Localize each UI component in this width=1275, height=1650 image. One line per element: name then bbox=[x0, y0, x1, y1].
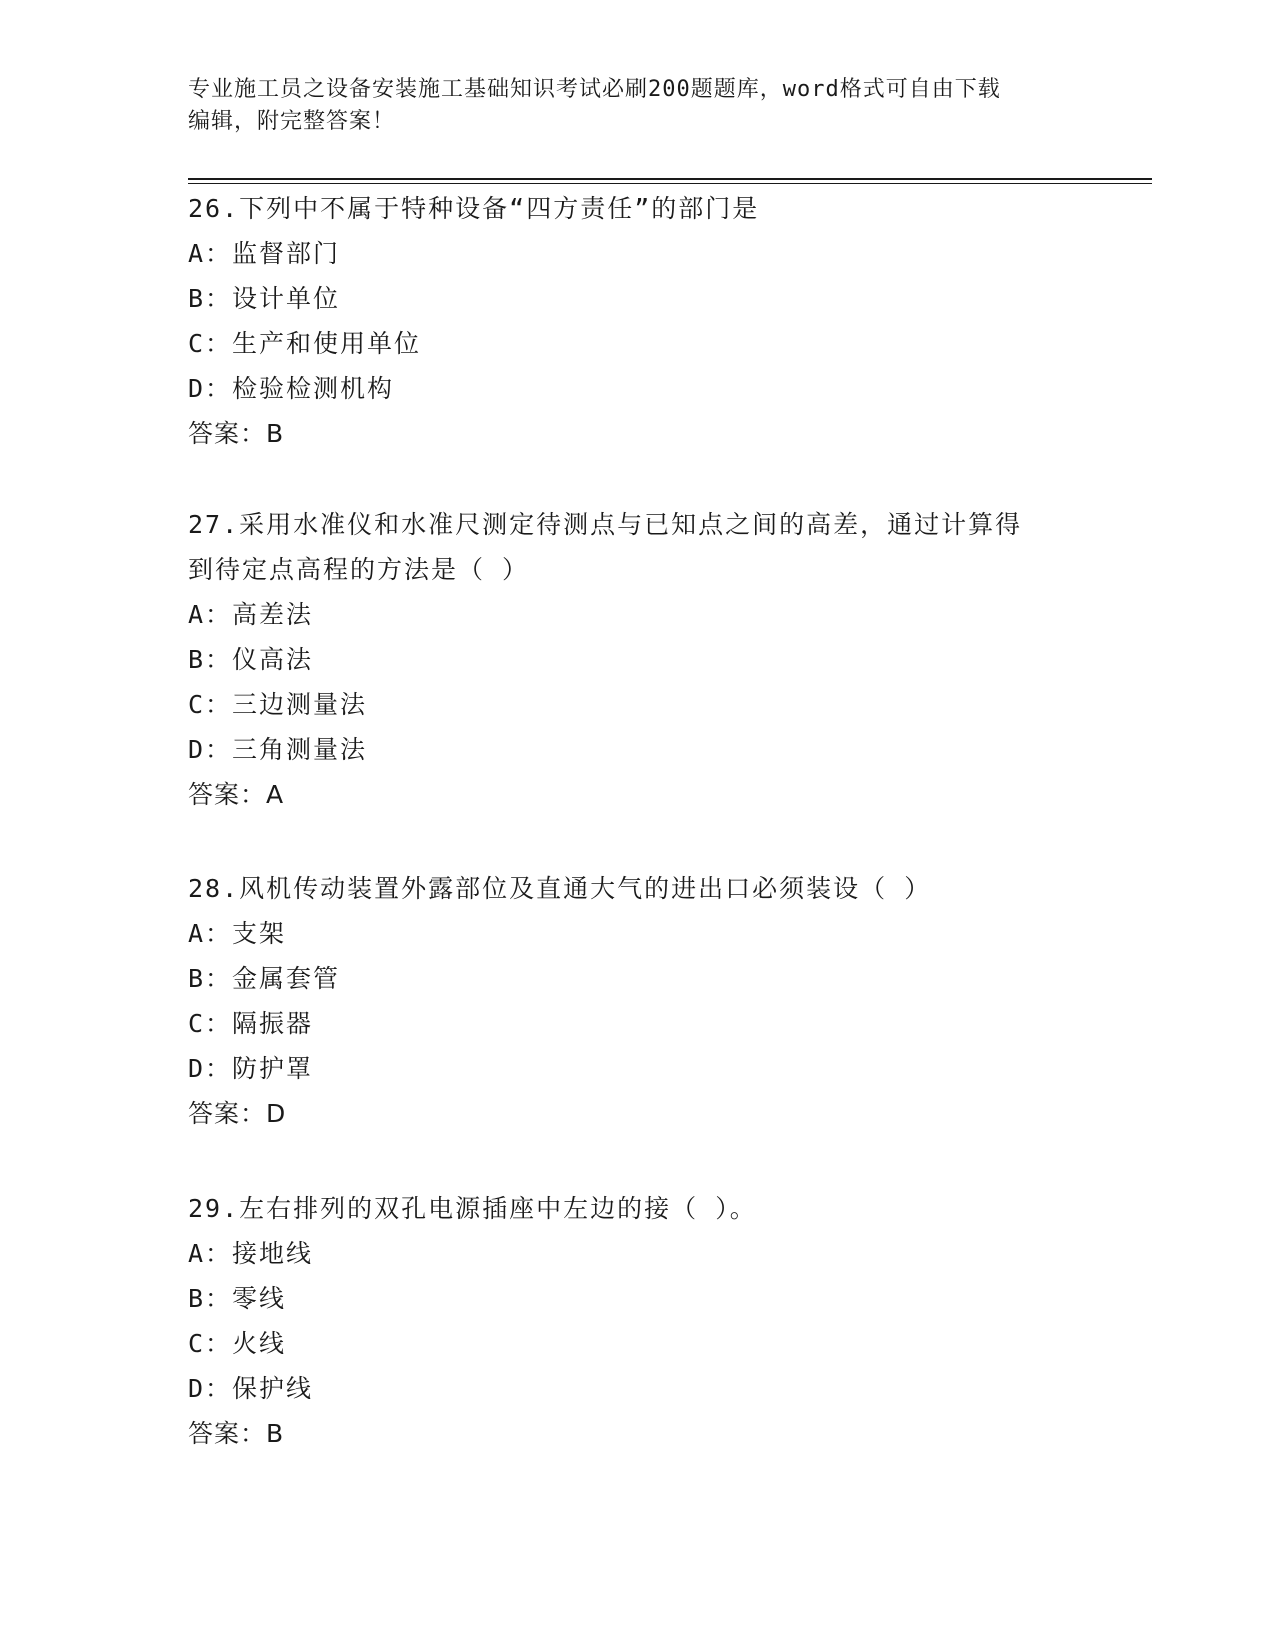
option-text: 防护罩 bbox=[232, 1054, 314, 1083]
answer-line: 答案：A bbox=[188, 780, 285, 809]
option-key: A： bbox=[188, 239, 233, 268]
option-key: C： bbox=[188, 1009, 233, 1038]
option-key: C： bbox=[188, 329, 233, 358]
option-c bbox=[188, 321, 1088, 366]
option-a bbox=[188, 911, 1088, 956]
option-text: 设计单位 bbox=[232, 284, 341, 313]
option-key: D： bbox=[188, 374, 233, 403]
option-c bbox=[188, 682, 1088, 727]
option-d bbox=[188, 366, 1088, 411]
option-c bbox=[188, 1321, 1088, 1366]
question-27 bbox=[188, 502, 1088, 817]
header-line-2: 编辑，附完整答案！ bbox=[188, 109, 396, 134]
option-text: 三边测量法 bbox=[232, 690, 368, 719]
option-key: C： bbox=[188, 690, 233, 719]
option-key: D： bbox=[188, 735, 233, 764]
option-text: 高差法 bbox=[232, 600, 314, 629]
option-key: D： bbox=[188, 1374, 233, 1403]
option-c bbox=[188, 1001, 1088, 1046]
option-text: 三角测量法 bbox=[232, 735, 368, 764]
option-text: 仪高法 bbox=[232, 645, 314, 674]
option-a bbox=[188, 231, 1088, 276]
question-stem: 29.左右排列的双孔电源插座中左边的接（ ）。 bbox=[188, 1194, 757, 1223]
option-key: D： bbox=[188, 1054, 233, 1083]
option-text: 零线 bbox=[232, 1284, 287, 1313]
question-stem: 26.下列中不属于特种设备“四方责任”的部门是 bbox=[188, 194, 760, 223]
answer-line: 答案：B bbox=[188, 419, 285, 448]
option-text: 支架 bbox=[232, 919, 287, 948]
option-b bbox=[188, 956, 1088, 1001]
option-text: 火线 bbox=[232, 1329, 287, 1358]
question-stem-line-2: 到待定点高程的方法是（ ） bbox=[188, 555, 530, 584]
option-key: A： bbox=[188, 1239, 233, 1268]
option-text: 金属套管 bbox=[232, 964, 341, 993]
question-29 bbox=[188, 1186, 1088, 1456]
option-text: 监督部门 bbox=[232, 239, 341, 268]
option-a bbox=[188, 592, 1088, 637]
answer-line: 答案：B bbox=[188, 1419, 285, 1448]
option-d bbox=[188, 1366, 1088, 1411]
option-text: 接地线 bbox=[232, 1239, 314, 1268]
option-key: A： bbox=[188, 919, 233, 948]
option-key: B： bbox=[188, 645, 233, 674]
option-key: C： bbox=[188, 1329, 233, 1358]
option-text: 生产和使用单位 bbox=[232, 329, 422, 358]
option-key: B： bbox=[188, 1284, 233, 1313]
question-stem-line-1: 27.采用水准仪和水准尺测定待测点与已知点之间的高差，通过计算得 bbox=[188, 510, 1023, 539]
document-header bbox=[188, 74, 1088, 138]
header-line-1: 专业施工员之设备安装施工基础知识考试必刷200题题库，word格式可自由下载 bbox=[188, 77, 1001, 102]
option-d bbox=[188, 727, 1088, 772]
answer-line: 答案：D bbox=[188, 1099, 287, 1128]
header-divider-thin bbox=[188, 183, 1152, 184]
option-text: 隔振器 bbox=[232, 1009, 314, 1038]
option-key: B： bbox=[188, 964, 233, 993]
option-text: 检验检测机构 bbox=[232, 374, 395, 403]
option-a bbox=[188, 1231, 1088, 1276]
option-text: 保护线 bbox=[232, 1374, 314, 1403]
option-key: A： bbox=[188, 600, 233, 629]
header-divider-thick bbox=[188, 178, 1152, 180]
option-b bbox=[188, 276, 1088, 321]
option-b bbox=[188, 1276, 1088, 1321]
option-d bbox=[188, 1046, 1088, 1091]
question-26 bbox=[188, 186, 1088, 456]
question-28 bbox=[188, 866, 1088, 1136]
question-stem: 28.风机传动装置外露部位及直通大气的进出口必须装设（ ） bbox=[188, 874, 932, 903]
option-b bbox=[188, 637, 1088, 682]
option-key: B： bbox=[188, 284, 233, 313]
